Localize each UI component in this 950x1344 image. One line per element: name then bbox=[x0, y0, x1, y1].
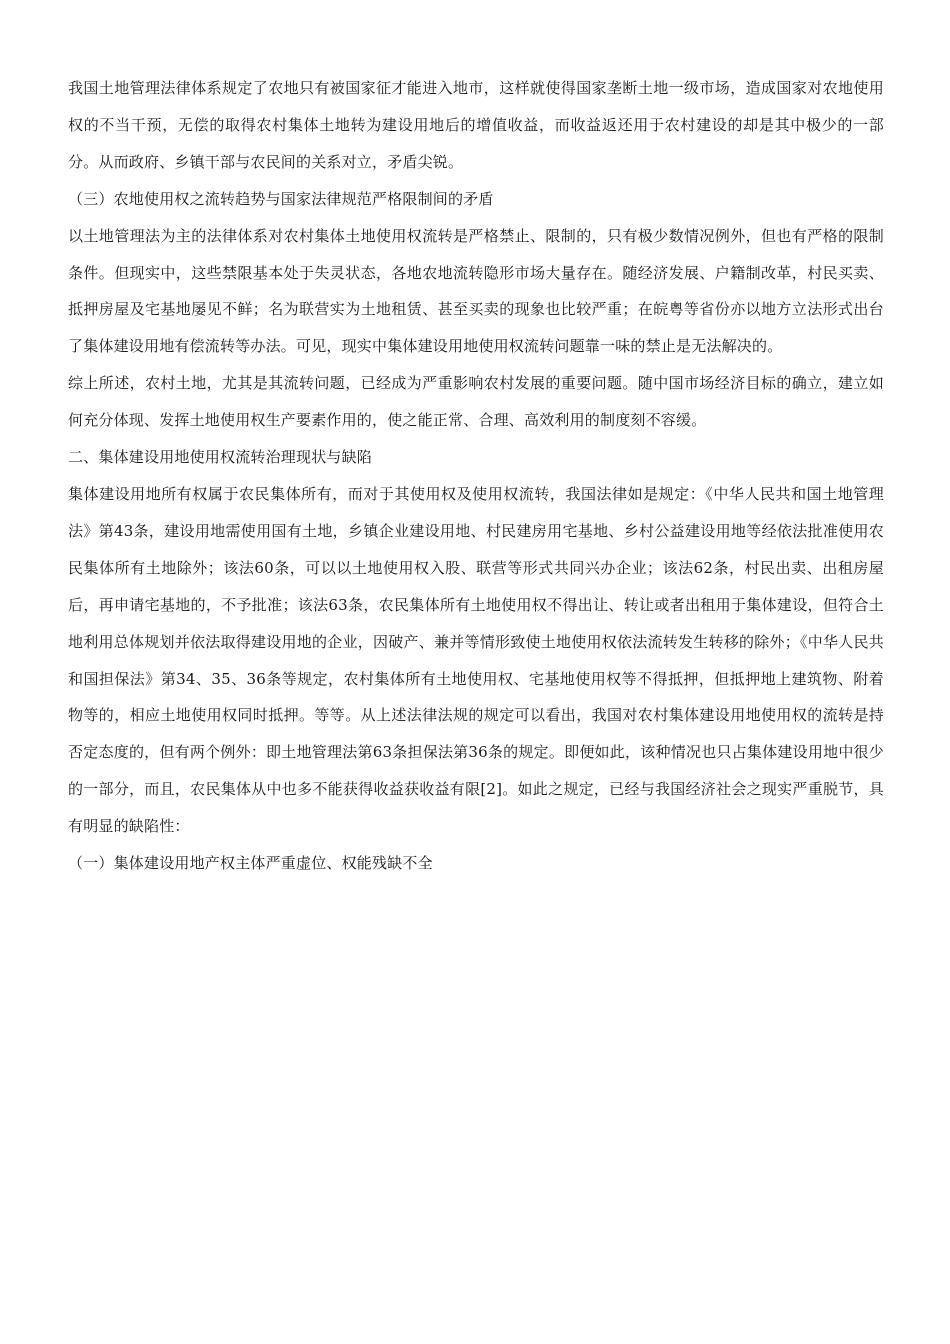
paragraph-legal-restrictions: 以土地管理法为主的法律体系对农村集体土地使用权流转是严格禁止、限制的，只有极少数情况例外，但也有严格的限制条件。但现实中，这些禁限基本处于失灵状态，各地农地流转隐形市场大量存在。随经济发展、户籍制改革，村民买卖、抵押房屋及宅基地屡见不鲜；名为联营实为土地租赁、甚至买卖的现象也比较严重；在皖粤等省份亦以地方立法形式出台了集体建设用地有偿流转等办法。可见，现实中集体建设用地使用权流转问题靠一味的禁止是无法解决的。 bbox=[68, 226, 884, 356]
paragraph-current-law: 集体建设用地所有权属于农民集体所有，而对于其使用权及使用权流转，我国法律如是规定：《中华人民共和国土地管理法》第43条，建设用地需使用国有土地，乡镇企业建设用地、村民建房用宅基地、乡村公益建设用地等经依法批准使用农民集体所有土地除外；该法60条，可以以土地使用权入股、联营等形式共同兴办企业；该法62条，村民出卖、出租房屋后，再申请宅基地的，不予批准；该法63条，农民集体所有土地使用权不得出让、转让或者出租用于集体建设，但符合土地利用总体规划并依法取得建设用地的企业，因破产、兼并等情形致使土地使用权依法流转发生转移的除外；《中华人民共和国担保法》第34、35、36条等规定，农村集体所有土地使用权、宅基地使用权等不得抵押，但抵押地上建筑物、附着物等的，相应土地使用权同时抵押。等等。从上述法律法规的规定可以看出，我国对农村集体建设用地使用权的流转是持否定态度的，但有两个例外：即土地管理法第63条担保法第36条的规定。即便如此，该种情况也只占集体建设用地中很少的一部分，而且，农民集体从中也多不能获得收益获收益有限[2]。如此之规定，已经与我国经济社会之现实严重脱节，具有明显的缺陷性： bbox=[68, 484, 884, 836]
paragraph-summary: 综上所述，农村土地，尤其是其流转问题，已经成为严重影响农村发展的重要问题。随中国市场经济目标的确立，建立如何充分体现、发挥土地使用权生产要素作用的，使之能正常、合理、高效利用的制度刻不容缓。 bbox=[68, 374, 884, 430]
section-heading-2: 二、集体建设用地使用权流转治理现状与缺陷 bbox=[68, 448, 373, 467]
paragraph-state-monopoly: 我国土地管理法律体系规定了农地只有被国家征才能进入地市，这样就使得国家垄断土地一级市场，造成国家对农地使用权的不当干预，无偿的取得农村集体土地转为建设用地后的增值收益，而收益返还用于农村建设的却是其中极少的一部分。从而政府、乡镇干部与农民间的关系对立，矛盾尖锐。 bbox=[68, 79, 884, 171]
section-heading-3: （三）农地使用权之流转趋势与国家法律规范严格限制间的矛盾 bbox=[68, 189, 494, 208]
document-page bbox=[68, 70, 884, 882]
subsection-heading-1: （一）集体建设用地产权主体严重虚位、权能残缺不全 bbox=[68, 854, 433, 873]
